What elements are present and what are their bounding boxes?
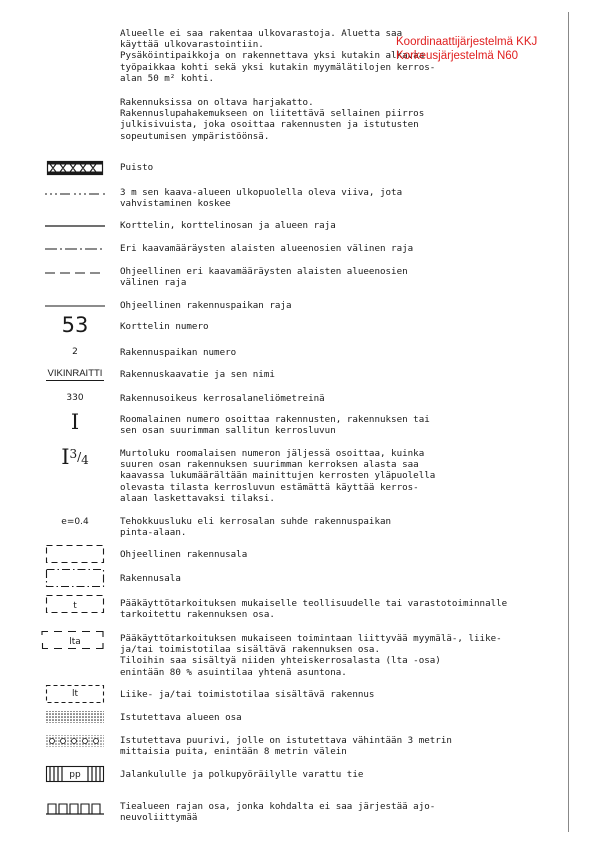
legend-text-plot-number: Rakennuspaikan numero xyxy=(120,347,237,358)
legend-text-lta-area: Pääkäyttötarkoituksen mukaiseen toimintaan liittyvää myymälä-, liike- ja/tai toimistotilaa sisältävä rakennuksen osa. Tiloihin saa sisältyä niiden yhteiskerrosalasta (lta -osa) enintään 80 % asuintilaa yhtenä asuntona. xyxy=(120,633,502,678)
tree-row-icon xyxy=(46,734,104,748)
thin-line-icon xyxy=(45,303,105,309)
no-access-line-icon xyxy=(46,800,104,816)
coordinate-system-label: Koordinaattijärjestelmä KKJ xyxy=(396,36,538,48)
page-edge-rule xyxy=(568,12,569,832)
legend-text-guide-zone-line: Ohjeellinen eri kaavamääräysten alaisten alueenosien välinen raja xyxy=(120,266,408,289)
fraction-roman-sample: I xyxy=(61,445,70,469)
outside-line-symbol xyxy=(40,182,110,206)
efficiency-sample: e=0.4 xyxy=(61,517,89,527)
dashed-line-icon xyxy=(45,270,105,276)
legend-text-t-area: Pääkäyttötarkoituksen mukaiselle teollisuudelle tai varastotoiminnalle tarkoitettu rakennuksen osa. xyxy=(120,598,508,621)
intro-paragraph-2: Rakennuksissa on oltava harjakatto. Rakennuslupahakemukseen on liitettävä sellainen piirros julkisivuista, joka osoittaa rakennusten ja istutusten sopeutumisen ympäristöönsä. xyxy=(120,97,425,142)
fraction-slash: / xyxy=(77,450,82,464)
height-system-label: Korkeusjärjestelmä N60 xyxy=(396,50,519,62)
fraction-numerator: 3 xyxy=(69,447,78,461)
street-name-sample: VIKINRAITTI xyxy=(47,367,103,379)
t-area-code: t xyxy=(73,601,77,611)
fraction-denominator: 4 xyxy=(81,453,89,467)
guide-building-area-symbol xyxy=(40,542,110,566)
dashdot-line-icon xyxy=(45,191,105,197)
legend-text-planted-area: Istutettava alueen osa xyxy=(120,712,242,723)
lt-code: lt xyxy=(71,689,79,699)
roman-numeral-sample: I xyxy=(70,410,80,434)
dotted-fill-icon xyxy=(46,710,104,724)
dashed-box-icon xyxy=(46,545,104,563)
legend-text-floor-area: Rakennusoikeus kerrosalaneliömetreinä xyxy=(120,393,325,404)
park-symbol xyxy=(40,156,110,180)
solid-line-icon xyxy=(45,223,105,229)
t-area-symbol xyxy=(40,592,110,616)
legend-text-lt: Liike- ja/tai toimistotilaa sisältävä rakennus xyxy=(120,689,375,700)
building-area-box-icon xyxy=(46,569,104,587)
legend-text-guide-plot-line: Ohjeellinen rakennuspaikan raja xyxy=(120,300,292,311)
intro-paragraph-1: Alueelle ei saa rakentaa ulkovarastoja. Aluetta saa käyttää ulkovarastointiin. Pysäköintipaikkoja on rakennettava yksi kutakin alkavaa työpaikkaa kohti sekä yksi kutakin myymälätilojen kerros- alan 50 m² kohti. xyxy=(120,28,436,84)
block-number-symbol xyxy=(40,312,110,338)
legend-text-efficiency: Tehokkuusluku eli kerrosalan suhde rakennuspaikan pinta-alaan. xyxy=(120,516,392,539)
street-symbol xyxy=(40,362,110,386)
lt-symbol xyxy=(40,682,110,706)
legend-text-fraction: Murtoluku roomalaisen numeron jäljessä osoittaa, kuinka suuren osan rakennuksen suurimman kerroksen alasta saa kaavassa lukumäärältään mainittujen kerrosten yläpuolella olevasta tilasta kerrosluvun estämättä käyttää kerros- alaan laskettavaksi tilaksi. xyxy=(120,448,436,504)
guide-zone-line-symbol xyxy=(40,261,110,285)
dash-dot-line-icon xyxy=(45,246,105,252)
legend-text-block-line: Korttelin, korttelinosan ja alueen raja xyxy=(120,220,336,231)
path-symbol xyxy=(40,762,110,786)
plot-number-sample: 2 xyxy=(72,347,78,357)
block-number-sample: 53 xyxy=(61,313,89,337)
legend-text-outside-line: 3 m sen kaava-alueen ulkopuolella oleva viiva, jota vahvistaminen koskee xyxy=(120,187,403,210)
planted-area-symbol xyxy=(40,705,110,729)
tree-row-symbol xyxy=(40,729,110,753)
legend-text-path: Jalankululle ja polkupyöräilylle varattu tie xyxy=(120,769,364,780)
path-code: pp xyxy=(69,770,81,780)
floor-area-symbol xyxy=(40,386,110,410)
legend-text-block-number: Korttelin numero xyxy=(120,321,209,332)
legend-text-guide-building-area: Ohjeellinen rakennusala xyxy=(120,549,248,560)
park-hatch-icon xyxy=(47,161,103,175)
block-line-symbol xyxy=(40,214,110,238)
legend-text-zone-line: Eri kaavamääräysten alaisten alueenosien välinen raja xyxy=(120,243,414,254)
roman-symbol xyxy=(40,408,110,436)
efficiency-symbol xyxy=(40,510,110,534)
lta-area-code: lta xyxy=(69,637,81,647)
floor-area-sample: 330 xyxy=(66,393,84,403)
lta-area-symbol xyxy=(40,628,110,652)
plot-number-symbol xyxy=(40,340,110,364)
no-access-symbol xyxy=(40,796,110,820)
building-area-symbol xyxy=(40,566,110,590)
legend-text-roman: Roomalainen numero osoittaa rakennusten, rakennuksen tai sen osan suurimman sallitun kerrosluvun xyxy=(120,414,430,437)
legend-text-street: Rakennuskaavatie ja sen nimi xyxy=(120,369,275,380)
legend-text-no-access: Tiealueen rajan osa, jonka kohdalta ei saa järjestää ajo- neuvoliittymää xyxy=(120,801,436,824)
fraction-symbol xyxy=(40,443,110,471)
legend-text-tree-row: Istutettava puurivi, jolle on istutettava vähintään 3 metrin mittaisia puita, enintään 8 metrin välein xyxy=(120,735,452,758)
legend-text-building-area: Rakennusala xyxy=(120,573,181,584)
legend-text-puisto: Puisto xyxy=(120,162,154,173)
zone-line-symbol xyxy=(40,237,110,261)
